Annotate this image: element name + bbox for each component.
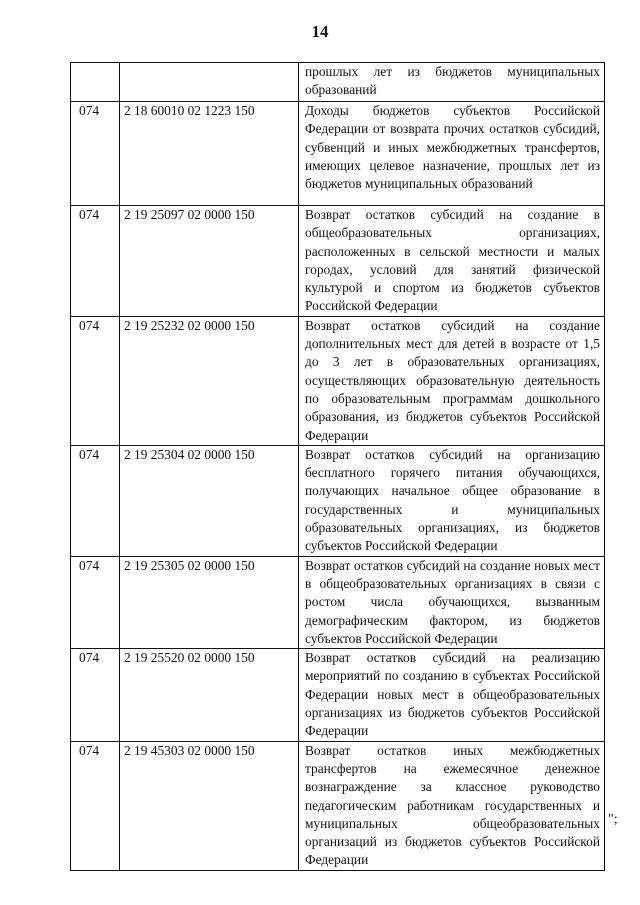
table-row (71, 102, 605, 206)
budget-codes-table (70, 62, 605, 871)
description-cell: Возврат остатков субсидий на создание новых мест в общеобразовательных организациях в связи с ростом числа обучающихся, вызванным демографическим фактором, из бюджетов субъектов Российской Федерации (299, 556, 605, 648)
table-row (71, 445, 605, 556)
description-cell: Доходы бюджетов субъектов Российской Федерации от возврата прочих остатков субсидий, субвенций и иных межбюджетных трансфертов, имеющих целевое назначение, прошлых лет из бюджетов муниципальных образований (299, 102, 605, 206)
admin-code-cell: 074 (71, 741, 120, 870)
description-cell: прошлых лет из бюджетов муниципальных образований (299, 63, 605, 102)
budget-code-cell: 2 19 25520 02 0000 150 (120, 649, 299, 741)
table-row (71, 741, 605, 870)
admin-code-cell: 074 (71, 316, 120, 445)
table-row (71, 316, 605, 445)
budget-code-cell: 2 19 45303 02 0000 150 (120, 741, 299, 870)
admin-code-cell: 074 (71, 445, 120, 556)
description-cell: Возврат остатков субсидий на создание в общеобразовательных организациях, расположенных в сельской местности и малых городах, условий для занятий физической культурой и спортом из бюджетов субъектов Российской Федерации (299, 206, 605, 317)
table-row (71, 556, 605, 648)
admin-code-cell: 074 (71, 649, 120, 741)
description-cell: Возврат остатков субсидий на реализацию мероприятий по созданию в субъектах Российской Федерации новых мест в общеобразовательных организациях из бюджетов субъектов Российской Федерации (299, 649, 605, 741)
budget-code-cell (120, 63, 299, 102)
budget-code-cell: 2 19 25305 02 0000 150 (120, 556, 299, 648)
table-row (71, 206, 605, 317)
budget-code-cell: 2 18 60010 02 1223 150 (120, 102, 299, 206)
closing-quote-mark: "; (608, 812, 618, 827)
description-cell: Возврат остатков иных межбюджетных трансфертов на ежемесячное денежное вознаграждение за классное руководство педагогическим работникам государственных и муниципальных общеобразовательных организаций из бюджетов субъектов Российской Федерации (299, 741, 605, 870)
budget-code-cell: 2 19 25097 02 0000 150 (120, 206, 299, 317)
admin-code-cell: 074 (71, 102, 120, 206)
budget-code-cell: 2 19 25232 02 0000 150 (120, 316, 299, 445)
budget-code-cell: 2 19 25304 02 0000 150 (120, 445, 299, 556)
admin-code-cell: 074 (71, 206, 120, 317)
page-number: 14 (311, 22, 329, 41)
description-cell: Возврат остатков субсидий на организацию бесплатного горячего питания обучающихся, получающих начальное общее образование в государственных и муниципальных образовательных организациях, из бюджетов субъектов Российской Федерации (299, 445, 605, 556)
admin-code-cell (71, 63, 120, 102)
table-row (71, 649, 605, 741)
table-row (71, 63, 605, 102)
description-cell: Возврат остатков субсидий на создание дополнительных мест для детей в возрасте от 1,5 до 3 лет в образовательных организациях, осуществляющих образовательную деятельность по образовательным программам дошкольного образования, из бюджетов субъектов Российской Федерации (299, 316, 605, 445)
admin-code-cell: 074 (71, 556, 120, 648)
